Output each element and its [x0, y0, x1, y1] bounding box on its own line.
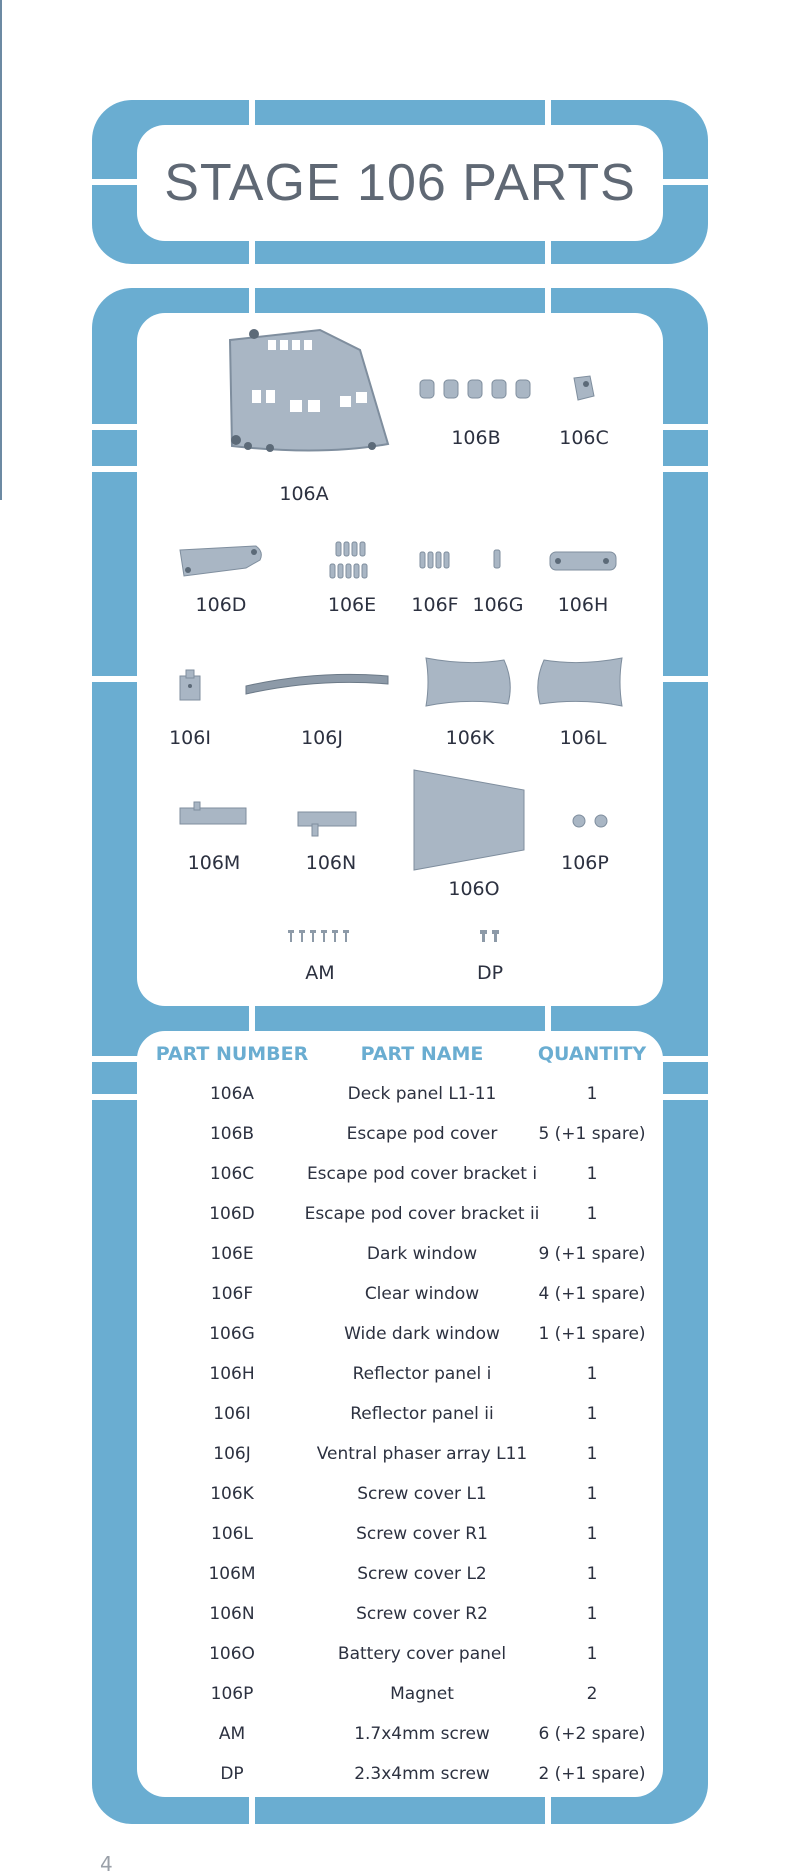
part-number-cell: 106I [213, 1404, 251, 1424]
quantity-cell: 1 (+1 spare) [538, 1324, 646, 1344]
part-106L-image [534, 654, 626, 710]
part-AM-image [286, 928, 356, 944]
quantity-cell: 2 [586, 1684, 598, 1704]
part-106E-image [328, 540, 374, 582]
part-106G-image [492, 548, 502, 570]
part-number-cell: 106L [211, 1524, 253, 1544]
part-name-cell: Wide dark window [344, 1324, 500, 1344]
quantity-cell: 4 (+1 spare) [538, 1284, 646, 1304]
quantity-cell: 1 [586, 1524, 598, 1544]
table-row [137, 1598, 663, 1638]
part-name-cell: Battery cover panel [337, 1644, 507, 1664]
part-label: 106K [445, 727, 495, 749]
part-number-cell: 106C [209, 1164, 255, 1184]
part-106K-image [422, 654, 514, 710]
quantity-cell: 1 [586, 1404, 598, 1424]
part-number-cell: 106N [209, 1604, 255, 1624]
quantity-cell: 1 [586, 1604, 598, 1624]
part-106I-image [178, 668, 202, 702]
table-row [137, 1558, 663, 1598]
table-row [137, 1718, 663, 1758]
part-name-cell: Screw cover R1 [356, 1524, 488, 1544]
page-number: 4 [100, 1852, 113, 1876]
quantity-cell: 1 [586, 1364, 598, 1384]
frame-separator [249, 1006, 255, 1031]
part-label: 106B [451, 427, 501, 449]
part-106B-image [418, 378, 532, 400]
part-name-cell: Screw cover R2 [356, 1604, 488, 1624]
part-number-cell: AM [218, 1724, 246, 1744]
part-number-cell: DP [220, 1764, 244, 1784]
part-number-cell: 106D [209, 1204, 255, 1224]
table-row [137, 1318, 663, 1358]
part-name-cell: Reflector panel i [352, 1364, 492, 1384]
part-label: 106A [279, 483, 329, 505]
quantity-cell: 1 [586, 1644, 598, 1664]
part-number-cell: 106P [210, 1684, 254, 1704]
frame-separator [545, 1006, 551, 1031]
frame-separator [249, 1797, 255, 1824]
part-label: 106E [327, 594, 377, 616]
part-label: 106P [561, 852, 609, 874]
table-row [137, 1518, 663, 1558]
table-row [137, 1078, 663, 1118]
parts-table-body [137, 1078, 663, 1798]
table-row [137, 1638, 663, 1678]
column-header-part-name: PART NAME [360, 1043, 484, 1065]
part-number-cell: 106J [213, 1444, 251, 1464]
part-name-cell: Screw cover L1 [357, 1484, 487, 1504]
column-header-part-number: PART NUMBER [155, 1043, 309, 1065]
part-name-cell: Clear window [364, 1284, 480, 1304]
table-row [137, 1398, 663, 1438]
part-106H-image [548, 550, 618, 572]
part-name-cell: 2.3x4mm screw [354, 1764, 490, 1784]
part-label: 106L [559, 727, 607, 749]
quantity-cell: 1 [586, 1164, 598, 1184]
quantity-cell: 1 [586, 1204, 598, 1224]
part-number-cell: 106K [210, 1484, 254, 1504]
quantity-cell: 6 (+2 spare) [538, 1724, 646, 1744]
table-row [137, 1478, 663, 1518]
part-106D-image [176, 544, 264, 578]
part-name-cell: Escape pod cover bracket i [306, 1164, 538, 1184]
part-label: AM [305, 962, 335, 984]
part-number-cell: 106F [210, 1284, 254, 1304]
part-DP-image [478, 928, 502, 944]
part-106M-image [178, 800, 248, 826]
part-name-cell: Dark window [366, 1244, 478, 1264]
part-106O-image [412, 768, 526, 872]
part-number-cell: 106O [209, 1644, 255, 1664]
part-106C-image [572, 374, 596, 402]
table-row [137, 1238, 663, 1278]
part-label: 106D [195, 594, 247, 616]
table-row [137, 1278, 663, 1318]
part-106A-image [222, 322, 392, 458]
quantity-cell: 1 [586, 1444, 598, 1464]
part-label: 106N [305, 852, 357, 874]
part-name-cell: Reflector panel ii [350, 1404, 494, 1424]
table-row [137, 1678, 663, 1718]
part-number-cell: 106E [210, 1244, 254, 1264]
part-label: 106O [448, 878, 500, 900]
part-label: 106F [411, 594, 459, 616]
page-title: STAGE 106 PARTS [164, 154, 636, 212]
page-edge-line [0, 0, 2, 500]
table-row [137, 1438, 663, 1478]
part-name-cell: Deck panel L1-11 [347, 1084, 497, 1104]
part-name-cell: 1.7x4mm screw [354, 1724, 490, 1744]
part-label: 106G [472, 594, 524, 616]
quantity-cell: 5 (+1 spare) [538, 1124, 646, 1144]
table-row [137, 1358, 663, 1398]
column-header-quantity: QUANTITY [537, 1043, 647, 1065]
part-106J-image [242, 668, 392, 698]
part-label: 106M [187, 852, 241, 874]
quantity-cell: 1 [586, 1564, 598, 1584]
part-number-cell: 106A [209, 1084, 255, 1104]
frame-separator [545, 1797, 551, 1824]
part-name-cell: Magnet [390, 1684, 454, 1704]
table-row [137, 1158, 663, 1198]
part-name-cell: Screw cover L2 [357, 1564, 487, 1584]
quantity-cell: 2 (+1 spare) [538, 1764, 646, 1784]
part-label: 106C [559, 427, 609, 449]
part-label: 106J [301, 727, 343, 749]
quantity-cell: 9 (+1 spare) [538, 1244, 646, 1264]
table-row [137, 1118, 663, 1158]
part-name-cell: Escape pod cover [346, 1124, 498, 1144]
table-row [137, 1758, 663, 1798]
part-106N-image [296, 810, 358, 840]
part-number-cell: 106M [208, 1564, 256, 1584]
part-number-cell: 106B [209, 1124, 255, 1144]
part-106F-image [418, 550, 452, 570]
table-row [137, 1198, 663, 1238]
part-label: 106H [557, 594, 609, 616]
part-label: DP [476, 962, 504, 984]
part-number-cell: 106G [209, 1324, 255, 1344]
quantity-cell: 1 [586, 1484, 598, 1504]
part-label: 106I [169, 727, 211, 749]
part-106P-image [570, 812, 610, 830]
part-name-cell: Escape pod cover bracket ii [304, 1204, 540, 1224]
quantity-cell: 1 [586, 1084, 598, 1104]
part-name-cell: Ventral phaser array L11 [316, 1444, 528, 1464]
part-number-cell: 106H [209, 1364, 255, 1384]
